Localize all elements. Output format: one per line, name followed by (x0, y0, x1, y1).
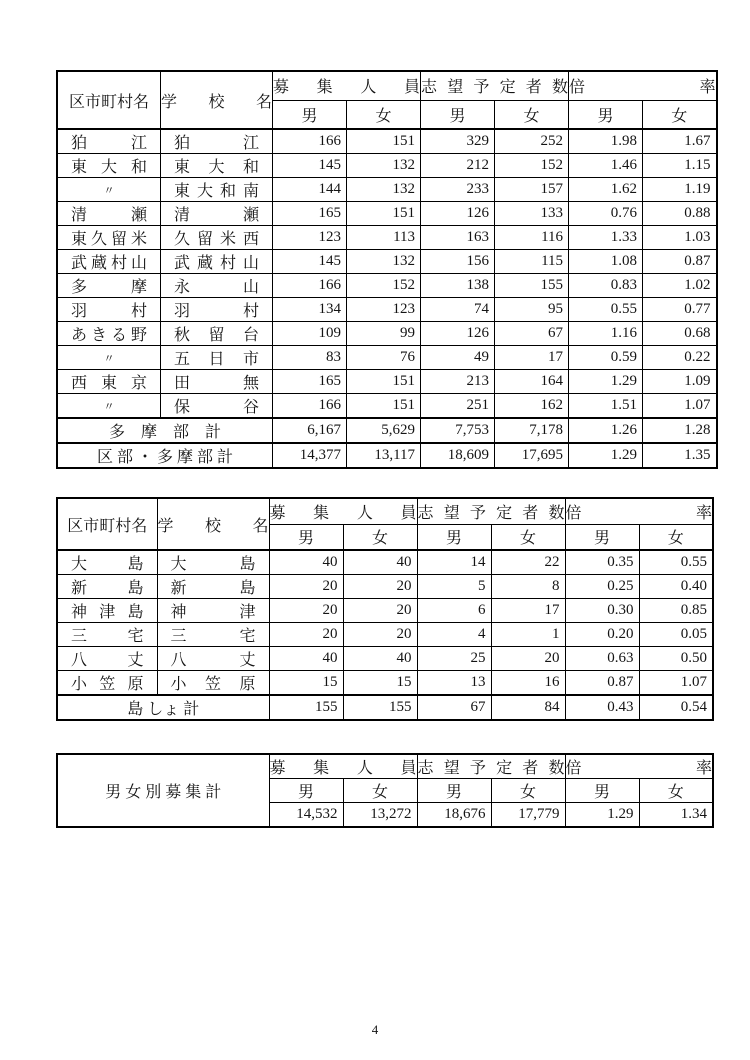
value-cell: 0.59 (569, 346, 643, 370)
value-cell: 0.30 (565, 599, 639, 623)
summary-row (57, 443, 717, 468)
table-row (57, 250, 717, 274)
value-cell: 132 (347, 154, 421, 178)
summary-row (57, 418, 717, 443)
value-cell: 0.87 (643, 250, 717, 274)
value-cell: 20 (269, 623, 343, 647)
municipality-cell: 〃 (57, 394, 161, 419)
value-cell: 1.29 (565, 803, 639, 827)
value-cell: 233 (421, 178, 495, 202)
totals-label-cell: 男 女 別 募 集 計 (57, 754, 269, 827)
value-cell: 13,272 (343, 803, 417, 827)
value-cell: 1.07 (639, 671, 713, 696)
value-cell: 151 (347, 394, 421, 419)
table-body (57, 754, 713, 827)
group-header-applicants: 志 望 予 定 者 数 (417, 754, 565, 779)
sub-header-female: 女 (491, 779, 565, 803)
value-cell: 99 (347, 322, 421, 346)
sub-header-female: 女 (639, 779, 713, 803)
group-header-ratio: 倍 率 (565, 754, 713, 779)
value-cell: 164 (495, 370, 569, 394)
municipality-cell: 西 東 京 (57, 370, 161, 394)
school-cell: 八 丈 (157, 647, 269, 671)
page-number: 4 (371, 1022, 379, 1037)
value-cell: 1.19 (643, 178, 717, 202)
value-cell: 138 (421, 274, 495, 298)
value-cell: 252 (495, 129, 569, 154)
header-row (57, 498, 713, 524)
value-cell: 1.51 (569, 394, 643, 419)
table-row (57, 346, 717, 370)
sub-header-male: 男 (273, 100, 347, 129)
sub-header-male: 男 (565, 524, 639, 550)
value-cell: 0.05 (639, 623, 713, 647)
value-cell: 49 (421, 346, 495, 370)
value-cell: 1.33 (569, 226, 643, 250)
value-cell: 1.28 (643, 418, 717, 443)
municipality-cell: 八 丈 (57, 647, 157, 671)
municipality-cell: 〃 (57, 346, 161, 370)
value-cell: 0.85 (639, 599, 713, 623)
value-cell: 18,676 (417, 803, 491, 827)
gender-totals-table (56, 753, 714, 828)
value-cell: 166 (273, 129, 347, 154)
school-cell: 東 大 和 南 (161, 178, 273, 202)
municipality-cell: 小 笠 原 (57, 671, 157, 696)
value-cell: 15 (269, 671, 343, 696)
value-cell: 20 (343, 623, 417, 647)
value-cell: 166 (273, 274, 347, 298)
value-cell: 14 (417, 550, 491, 575)
value-cell: 212 (421, 154, 495, 178)
value-cell: 1.29 (569, 370, 643, 394)
school-cell: 秋 留 台 (161, 322, 273, 346)
value-cell: 1.29 (569, 443, 643, 468)
school-header: 学 校 名 (157, 498, 269, 550)
municipality-cell: 〃 (57, 178, 161, 202)
value-cell: 1.09 (643, 370, 717, 394)
value-cell: 145 (273, 250, 347, 274)
value-cell: 145 (273, 154, 347, 178)
sub-header-male: 男 (569, 100, 643, 129)
value-cell: 155 (269, 695, 343, 720)
value-cell: 40 (269, 550, 343, 575)
school-cell: 清 瀬 (161, 202, 273, 226)
value-cell: 0.68 (643, 322, 717, 346)
school-header: 学 校 名 (161, 71, 273, 129)
value-cell: 155 (495, 274, 569, 298)
school-cell: 東 大 和 (161, 154, 273, 178)
value-cell: 0.83 (569, 274, 643, 298)
value-cell: 126 (421, 202, 495, 226)
table-row (57, 129, 717, 154)
sub-header-male: 男 (417, 779, 491, 803)
municipality-cell: 大 島 (57, 550, 157, 575)
value-cell: 0.50 (639, 647, 713, 671)
value-cell: 5 (417, 575, 491, 599)
value-cell: 17,779 (491, 803, 565, 827)
value-cell: 20 (343, 575, 417, 599)
value-cell: 163 (421, 226, 495, 250)
value-cell: 0.55 (639, 550, 713, 575)
value-cell: 84 (491, 695, 565, 720)
school-cell: 保 谷 (161, 394, 273, 419)
summary-label-cell: 島 しょ 計 (57, 695, 269, 720)
value-cell: 1.67 (643, 129, 717, 154)
value-cell: 1.62 (569, 178, 643, 202)
value-cell: 132 (347, 178, 421, 202)
value-cell: 67 (417, 695, 491, 720)
summary-row (57, 695, 713, 720)
value-cell: 83 (273, 346, 347, 370)
school-cell: 羽 村 (161, 298, 273, 322)
value-cell: 17 (495, 346, 569, 370)
value-cell: 123 (347, 298, 421, 322)
value-cell: 13 (417, 671, 491, 696)
municipality-cell: 神 津 島 (57, 599, 157, 623)
school-cell: 神 津 (157, 599, 269, 623)
table-row (57, 370, 717, 394)
table-row (57, 178, 717, 202)
table-row (57, 298, 717, 322)
value-cell: 20 (269, 575, 343, 599)
school-cell: 永 山 (161, 274, 273, 298)
value-cell: 166 (273, 394, 347, 419)
value-cell: 152 (347, 274, 421, 298)
school-cell: 田 無 (161, 370, 273, 394)
school-cell: 武 蔵 村 山 (161, 250, 273, 274)
table-row (57, 623, 713, 647)
value-cell: 0.43 (565, 695, 639, 720)
school-cell: 小 笠 原 (157, 671, 269, 696)
value-cell: 126 (421, 322, 495, 346)
value-cell: 1.35 (643, 443, 717, 468)
value-cell: 0.40 (639, 575, 713, 599)
value-cell: 25 (417, 647, 491, 671)
sub-header-male: 男 (417, 524, 491, 550)
sub-header-female: 女 (491, 524, 565, 550)
value-cell: 151 (347, 370, 421, 394)
value-cell: 0.54 (639, 695, 713, 720)
value-cell: 0.76 (569, 202, 643, 226)
value-cell: 151 (347, 202, 421, 226)
tama-area-table (56, 70, 718, 469)
value-cell: 20 (269, 599, 343, 623)
table-row (57, 550, 713, 575)
value-cell: 17 (491, 599, 565, 623)
value-cell: 0.55 (569, 298, 643, 322)
municipality-cell: 東 大 和 (57, 154, 161, 178)
value-cell: 165 (273, 202, 347, 226)
value-cell: 1.16 (569, 322, 643, 346)
value-cell: 1.03 (643, 226, 717, 250)
value-cell: 95 (495, 298, 569, 322)
municipality-cell: あ き る 野 (57, 322, 161, 346)
sub-header-female: 女 (343, 779, 417, 803)
value-cell: 0.25 (565, 575, 639, 599)
value-cell: 40 (343, 550, 417, 575)
value-cell: 113 (347, 226, 421, 250)
municipality-cell: 多 摩 (57, 274, 161, 298)
value-cell: 40 (269, 647, 343, 671)
group-header-ratio: 倍 率 (565, 498, 713, 524)
municipality-cell: 清 瀬 (57, 202, 161, 226)
municipality-header: 区市町村名 (57, 71, 161, 129)
value-cell: 1.26 (569, 418, 643, 443)
value-cell: 0.20 (565, 623, 639, 647)
value-cell: 0.63 (565, 647, 639, 671)
sub-header-male: 男 (565, 779, 639, 803)
value-cell: 14,532 (269, 803, 343, 827)
municipality-cell: 羽 村 (57, 298, 161, 322)
sub-header-female: 女 (347, 100, 421, 129)
value-cell: 20 (491, 647, 565, 671)
value-cell: 67 (495, 322, 569, 346)
municipality-cell: 三 宅 (57, 623, 157, 647)
value-cell: 115 (495, 250, 569, 274)
table-row (57, 647, 713, 671)
value-cell: 22 (491, 550, 565, 575)
school-cell: 狛 江 (161, 129, 273, 154)
value-cell: 156 (421, 250, 495, 274)
value-cell: 0.35 (565, 550, 639, 575)
municipality-header: 区市町村名 (57, 498, 157, 550)
value-cell: 20 (343, 599, 417, 623)
value-cell: 152 (495, 154, 569, 178)
value-cell: 76 (347, 346, 421, 370)
group-header-ratio: 倍 率 (569, 71, 717, 100)
sub-header-female: 女 (495, 100, 569, 129)
value-cell: 123 (273, 226, 347, 250)
group-header-recruitment: 募 集 人 員 (269, 754, 417, 779)
value-cell: 6 (417, 599, 491, 623)
table-body (57, 129, 717, 468)
value-cell: 213 (421, 370, 495, 394)
value-cell: 165 (273, 370, 347, 394)
value-cell: 0.88 (643, 202, 717, 226)
value-cell: 5,629 (347, 418, 421, 443)
value-cell: 151 (347, 129, 421, 154)
value-cell: 133 (495, 202, 569, 226)
value-cell: 18,609 (421, 443, 495, 468)
value-cell: 7,178 (495, 418, 569, 443)
group-header-applicants: 志 望 予 定 者 数 (421, 71, 569, 100)
header-row (57, 754, 713, 779)
value-cell: 155 (343, 695, 417, 720)
summary-label-cell: 区 部 ・ 多 摩 部 計 (57, 443, 273, 468)
group-header-applicants: 志 望 予 定 者 数 (417, 498, 565, 524)
value-cell: 15 (343, 671, 417, 696)
sub-header-male: 男 (269, 524, 343, 550)
table-header (57, 71, 717, 129)
value-cell: 132 (347, 250, 421, 274)
table-row (57, 394, 717, 419)
value-cell: 1.08 (569, 250, 643, 274)
value-cell: 1.02 (643, 274, 717, 298)
group-header-recruitment: 募 集 人 員 (273, 71, 421, 100)
value-cell: 8 (491, 575, 565, 599)
value-cell: 1.34 (639, 803, 713, 827)
value-cell: 1 (491, 623, 565, 647)
value-cell: 0.87 (565, 671, 639, 696)
header-row (57, 71, 717, 100)
value-cell: 7,753 (421, 418, 495, 443)
value-cell: 4 (417, 623, 491, 647)
school-cell: 五 日 市 (161, 346, 273, 370)
value-cell: 134 (273, 298, 347, 322)
table-row (57, 322, 717, 346)
municipality-cell: 狛 江 (57, 129, 161, 154)
value-cell: 16 (491, 671, 565, 696)
table-row (57, 226, 717, 250)
value-cell: 6,167 (273, 418, 347, 443)
value-cell: 14,377 (273, 443, 347, 468)
school-cell: 久 留 米 西 (161, 226, 273, 250)
sub-header-female: 女 (643, 100, 717, 129)
value-cell: 1.46 (569, 154, 643, 178)
summary-label-cell: 多 摩 部 計 (57, 418, 273, 443)
value-cell: 1.07 (643, 394, 717, 419)
value-cell: 1.15 (643, 154, 717, 178)
value-cell: 13,117 (347, 443, 421, 468)
islands-table (56, 497, 714, 721)
sub-header-male: 男 (421, 100, 495, 129)
value-cell: 157 (495, 178, 569, 202)
table-row (57, 274, 717, 298)
municipality-cell: 新 島 (57, 575, 157, 599)
sub-header-male: 男 (269, 779, 343, 803)
group-header-recruitment: 募 集 人 員 (269, 498, 417, 524)
school-cell: 新 島 (157, 575, 269, 599)
table-header (57, 498, 713, 550)
value-cell: 329 (421, 129, 495, 154)
municipality-cell: 東 久 留 米 (57, 226, 161, 250)
value-cell: 116 (495, 226, 569, 250)
value-cell: 17,695 (495, 443, 569, 468)
table-row (57, 202, 717, 226)
school-cell: 三 宅 (157, 623, 269, 647)
value-cell: 0.22 (643, 346, 717, 370)
table-row (57, 671, 713, 696)
value-cell: 40 (343, 647, 417, 671)
table-row (57, 575, 713, 599)
value-cell: 109 (273, 322, 347, 346)
value-cell: 1.98 (569, 129, 643, 154)
value-cell: 162 (495, 394, 569, 419)
sub-header-female: 女 (639, 524, 713, 550)
value-cell: 144 (273, 178, 347, 202)
value-cell: 74 (421, 298, 495, 322)
table-row (57, 154, 717, 178)
table-row (57, 599, 713, 623)
table-body (57, 550, 713, 720)
municipality-cell: 武 蔵 村 山 (57, 250, 161, 274)
school-cell: 大 島 (157, 550, 269, 575)
sub-header-female: 女 (343, 524, 417, 550)
value-cell: 251 (421, 394, 495, 419)
value-cell: 0.77 (643, 298, 717, 322)
